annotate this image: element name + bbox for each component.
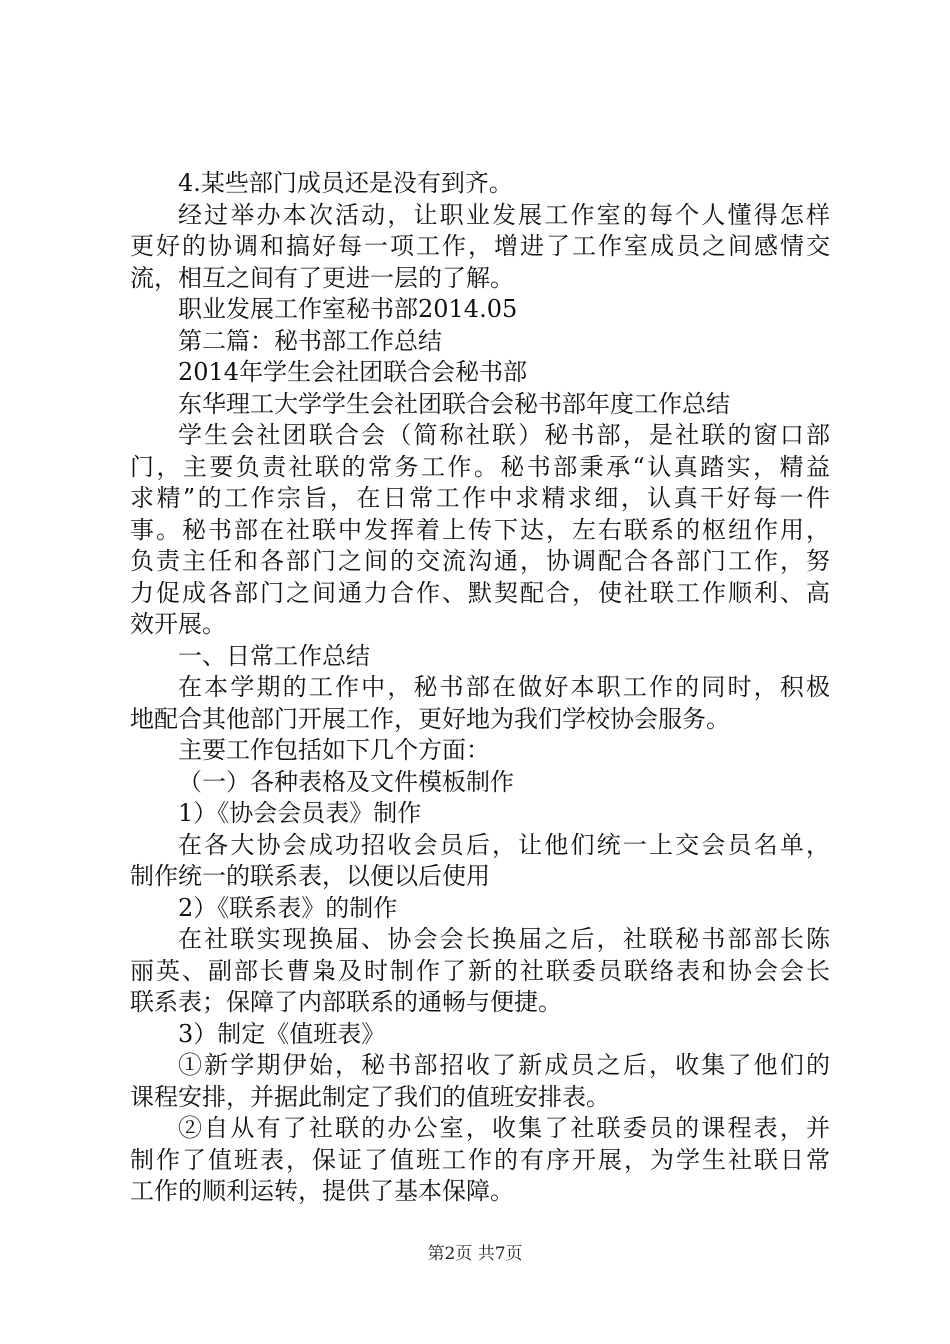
page-number-label: 第2页 共7页 xyxy=(427,1244,523,1264)
text-line: 求精”的工作宗旨，在日常工作中求精求细，认真干好每一件 xyxy=(130,484,830,512)
text-line: 职业发展工作室秘书部2014.05 xyxy=(178,295,518,323)
text-line: 丽英、副部长曹枭及时制作了新的社联委员联络表和协会会长 xyxy=(130,956,830,985)
text-line: 更好的协调和搞好每一项工作，增进了工作室成员之间感情交 xyxy=(130,232,830,260)
text-line: 学生会社团联合会（简称社联）秘书部，是社联的窗口部 xyxy=(178,421,830,449)
page-footer xyxy=(0,1239,950,1264)
text-line: 效开展。 xyxy=(130,610,226,638)
text-line: 第二篇：秘书部工作总结 xyxy=(178,326,442,355)
text-line: 1）《协会会员表》制作 xyxy=(178,799,422,827)
text-line: 力促成各部门之间通力合作、默契配合，使社联工作顺利、高 xyxy=(130,578,830,607)
text-line: 2）《联系表》的制作 xyxy=(178,893,398,922)
text-line: 工作的顺利运转，提供了基本保障。 xyxy=(130,1177,514,1205)
text-line: 地配合其他部门开展工作，更好地为我们学校协会服务。 xyxy=(130,704,730,733)
text-line: 事。秘书部在社联中发挥着上传下达，左右联系的枢纽作用， xyxy=(130,515,830,544)
text-line: 在本学期的工作中，秘书部在做好本职工作的同时，积极 xyxy=(178,673,830,701)
text-line: 门，主要负责社联的常务工作。秘书部秉承“认真踏实，精益 xyxy=(130,452,830,481)
text-line: 4.某些部门成员还是没有到齐。 xyxy=(178,169,513,197)
text-line: 在社联实现换届、协会会长换届之后，社联秘书部部长陈 xyxy=(178,925,830,953)
text-line: 3）制定《值班表》 xyxy=(178,1019,386,1048)
text-line: 联系表；保障了内部联系的通畅与便捷。 xyxy=(130,988,562,1016)
text-line: 2014年学生会社团联合会秘书部 xyxy=(178,358,528,386)
text-line: 东华理工大学学生会社团联合会秘书部年度工作总结 xyxy=(178,389,730,418)
text-line: ②自从有了社联的办公室，收集了社联委员的课程表，并 xyxy=(178,1114,830,1142)
text-line: 课程安排，并据此制定了我们的值班安排表。 xyxy=(130,1082,610,1111)
document-body xyxy=(130,168,830,1208)
text-line: 制作统一的联系表，以便以后使用 xyxy=(130,862,490,890)
text-line: 制作了值班表，保证了值班工作的有序开展，为学生社联日常 xyxy=(130,1145,830,1174)
text-line: 在各大协会成功招收会员后，让他们统一上交会员名单， xyxy=(178,830,830,859)
text-line: （一）各种表格及文件模板制作 xyxy=(178,767,514,796)
text-line: 负责主任和各部门之间的交流沟通，协调配合各部门工作，努 xyxy=(130,547,830,575)
text-line: ①新学期伊始，秘书部招收了新成员之后，收集了他们的 xyxy=(178,1051,830,1079)
text-line: 一、日常工作总结 xyxy=(178,641,370,670)
text-line: 流，相互之间有了更进一层的了解。 xyxy=(130,263,514,292)
text-line: 经过举办本次活动，让职业发展工作室的每个人懂得怎样 xyxy=(178,200,830,229)
text-line: 主要工作包括如下几个方面： xyxy=(178,736,490,764)
